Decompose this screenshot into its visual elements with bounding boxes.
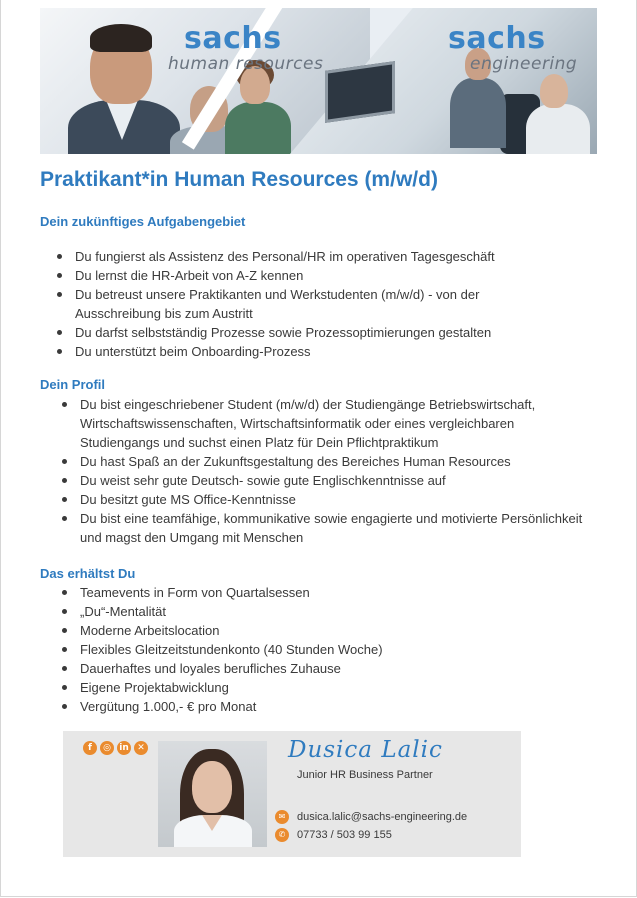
social-links (83, 741, 148, 755)
list-item: Moderne Arbeitslocation (62, 621, 562, 640)
contact-email[interactable]: dusica.lalic@sachs-engineering.de (297, 811, 468, 823)
list-item: Du lernst die HR-Arbeit von A-Z kennen (57, 266, 527, 285)
list-item: Du darfst selbstständig Prozesse sowie Prozessoptimierungen gestalten (57, 323, 527, 342)
list-item: Du besitzt gute MS Office-Kenntnisse (62, 490, 592, 509)
list-item: Eigene Projektabwicklung (62, 678, 562, 697)
section-heading-profile: Dein Profil (40, 377, 106, 392)
facebook-icon[interactable]: f (83, 741, 97, 755)
section-heading-tasks: Dein zukünftiges Aufgabengebiet (40, 214, 246, 229)
offer-list (62, 583, 562, 716)
list-item: Flexibles Gleitzeitstundenkonto (40 Stunden Woche) (62, 640, 562, 659)
contact-card (63, 731, 521, 857)
header-banner (40, 8, 597, 154)
list-item: Du fungierst als Assistenz des Personal/HR im operativen Tagesgeschäft (57, 247, 527, 266)
contact-role: Junior HR Business Partner (297, 769, 433, 781)
list-item: Du hast Spaß an der Zukunftsgestaltung des Bereiches Human Resources (62, 452, 592, 471)
list-item: Du bist eingeschriebener Student (m/w/d) der Studiengänge Betriebswirtschaft, Wirtschaftswissenschaften, Wirtschaftsinformatik oder eines vergleichbaren Studiengangs und suchst einen Platz für Dein Pflichtpraktikum (62, 395, 592, 452)
email-row[interactable] (275, 810, 467, 824)
logo-sachs-human-resources: sachs human resources (168, 21, 324, 74)
linkedin-icon[interactable]: in (117, 741, 131, 755)
instagram-icon[interactable]: ◎ (100, 741, 114, 755)
list-item: Teamevents in Form von Quartalsessen (62, 583, 562, 602)
list-item: Vergütung 1.000,- € pro Monat (62, 697, 562, 716)
list-item: Du unterstützt beim Onboarding-Prozess (57, 342, 527, 361)
list-item: Du weist sehr gute Deutsch- sowie gute Englischkenntnisse auf (62, 471, 592, 490)
xing-icon[interactable]: ✕ (134, 741, 148, 755)
contact-signature: Dusica Lalic (288, 737, 443, 763)
list-item: Dauerhaftes und loyales berufliches Zuhause (62, 659, 562, 678)
tasks-list (57, 247, 527, 361)
job-title: Praktikant*in Human Resources (m/w/d) (40, 168, 438, 191)
list-item: Du bist eine teamfähige, kommunikative sowie engagierte und motivierte Persönlichkeit und magst den Umgang mit Menschen (62, 509, 592, 547)
phone-row[interactable] (275, 828, 392, 842)
monitor-illustration (325, 61, 395, 123)
section-heading-offer: Das erhältst Du (40, 566, 136, 581)
list-item: „Du“-Mentalität (62, 602, 562, 621)
phone-icon: ✆ (275, 828, 289, 842)
profile-list (62, 395, 592, 547)
contact-phone[interactable]: 07733 / 503 99 155 (297, 829, 392, 841)
mail-icon: ✉ (275, 810, 289, 824)
list-item: Du betreust unsere Praktikanten und Werkstudenten (m/w/d) - von der Ausschreibung bis zum Austritt (57, 285, 527, 323)
logo-sachs-engineering: sachs engineering (448, 21, 578, 74)
contact-photo (158, 741, 267, 847)
